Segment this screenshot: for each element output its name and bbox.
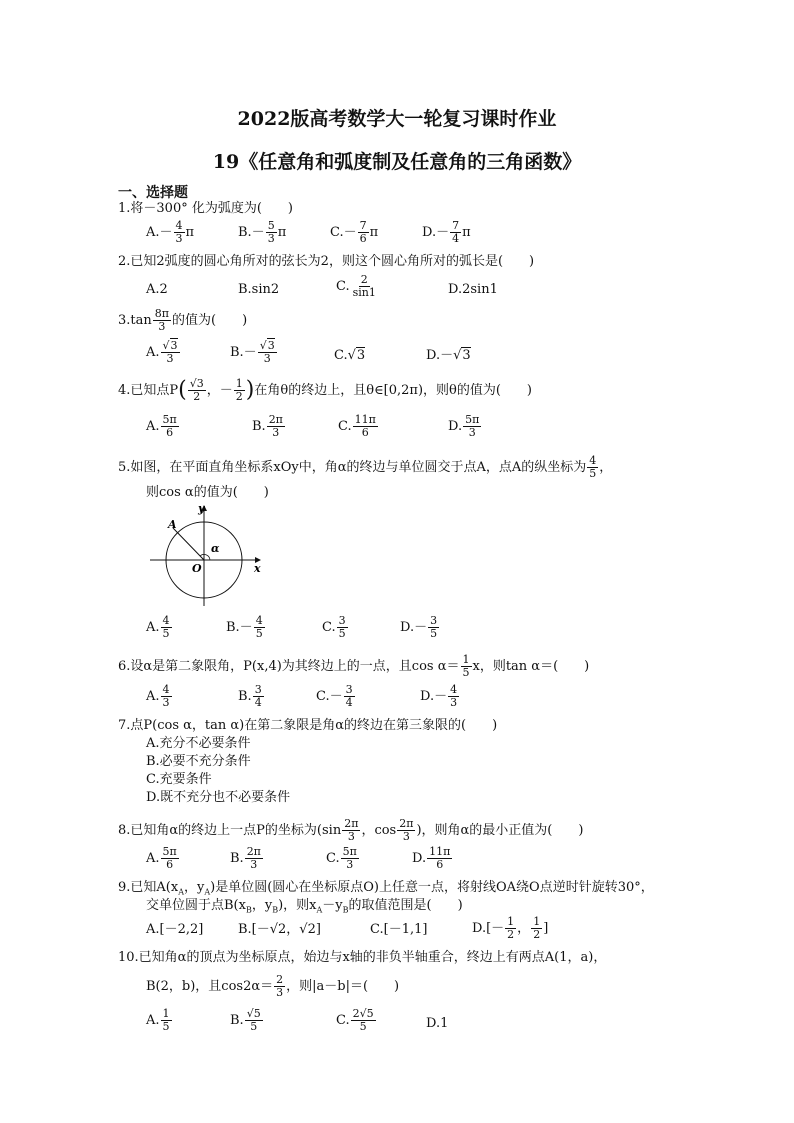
q1-option-d[interactable]: D.－ $\frac{7}{4}$ π	[422, 219, 471, 245]
q10-option-c[interactable]: C. $\frac{2√5}{5}$	[336, 1007, 374, 1033]
q6-option-c[interactable]: C.－ $\frac{3}{4}$	[316, 683, 353, 709]
question-3: 3.tan $\frac{8\pi}{3}$ 的值为( )	[118, 307, 248, 333]
q3-option-b[interactable]: B.－ $\frac{√3}{3}$	[230, 339, 275, 365]
q9-option-a[interactable]: A.[－2,2]	[146, 922, 204, 937]
q10-option-d[interactable]: D.1	[426, 1016, 449, 1031]
q1-option-b[interactable]: B.－ $\frac{5}{3}$ π	[238, 219, 287, 245]
q8-option-b[interactable]: B. $\frac{2\pi}{3}$	[230, 845, 261, 871]
origin-label: O	[192, 562, 202, 575]
q8-option-d[interactable]: D. $\frac{11\pi}{6}$	[412, 845, 451, 871]
unit-circle-figure	[148, 500, 268, 610]
q10-option-a[interactable]: A. $\frac{1}{5}$	[146, 1007, 170, 1033]
question-6: 6.设α是第二象限角，P(x,4)为其终边上的一点，且cos α＝ $\frac{1}{5}$ x，则tan α＝( )	[118, 653, 590, 679]
page-title: 2022版高考数学大一轮复习课时作业	[237, 108, 557, 130]
page-subtitle: 19《任意角和弧度制及任意角的三角函数》	[212, 151, 582, 173]
question-7: 7.点P(cos α，tan α)在第二象限是角α的终边在第三象限的( )	[118, 718, 498, 733]
q5-option-b[interactable]: B.－ $\frac{4}{5}$	[226, 614, 263, 640]
q1-option-c[interactable]: C.－ $\frac{7}{6}$ π	[330, 219, 379, 245]
point-a-label: A	[168, 518, 177, 531]
question-5-line2: 则cos α的值为( )	[146, 485, 269, 500]
q3-option-c[interactable]: C.√3	[334, 348, 366, 363]
q6-option-d[interactable]: D.－ $\frac{4}{3}$	[420, 683, 458, 709]
q3-option-d[interactable]: D.－√3	[426, 348, 471, 363]
q7-option-b[interactable]: B.必要不充分条件	[146, 754, 251, 769]
q7-option-c[interactable]: C.充要条件	[146, 772, 212, 787]
q2-option-a[interactable]: A.2	[146, 282, 168, 297]
q6-option-a[interactable]: A. $\frac{4}{3}$	[146, 683, 170, 709]
y-axis-label: y	[198, 502, 205, 515]
question-5: 5.如图，在平面直角坐标系xOy中，角α的终边与单位圆交于点A，点A的纵坐标为 $\frac{4}{5}$ ，	[118, 454, 613, 480]
q5-option-a[interactable]: A. $\frac{4}{5}$	[146, 614, 170, 640]
question-10-line2: B(2，b)，且cos2α＝ $\frac{2}{3}$ ，则|a－b|＝( )	[146, 973, 400, 999]
q5-option-c[interactable]: C. $\frac{3}{5}$	[322, 614, 346, 640]
terminal-side	[173, 528, 204, 560]
alpha-label: α	[211, 542, 220, 555]
q8-option-c[interactable]: C. $\frac{5\pi}{3}$	[326, 845, 357, 871]
q2-option-b[interactable]: B.sin2	[238, 282, 280, 297]
q4-option-b[interactable]: B. $\frac{2\pi}{3}$	[252, 413, 283, 439]
q8-option-a[interactable]: A. $\frac{5\pi}{6}$	[146, 845, 177, 871]
section-heading: 一、选择题	[118, 185, 188, 201]
q2-option-c[interactable]: C. $\frac{2}{\sin 1}$	[336, 273, 376, 299]
q6-option-b[interactable]: B. $\frac{3}{4}$	[238, 683, 262, 709]
q1-option-a[interactable]: A.－ $\frac{4}{3}$ π	[146, 219, 195, 245]
q7-option-d[interactable]: D.既不充分也不必要条件	[146, 790, 291, 805]
q5-option-d[interactable]: D.－ $\frac{3}{5}$	[400, 614, 438, 640]
question-8: 8.已知角α的终边上一点P的坐标为(sin $\frac{2\pi}{3}$ ，cos $\frac{2\pi}{3}$ )，则角α的最小正值为( )	[118, 817, 584, 843]
question-1: 1.将－300° 化为弧度为( )	[118, 201, 293, 216]
q7-option-a[interactable]: A.充分不必要条件	[146, 736, 251, 751]
question-10: 10.已知角α的顶点为坐标原点，始边与x轴的非负半轴重合，终边上有两点A(1，a)，	[118, 950, 607, 965]
q4-option-d[interactable]: D. $\frac{5\pi}{3}$	[448, 413, 480, 439]
question-9-line2: 交单位圆于点$B(x_B$，$y_B$)，则$x_A-y_B$的取值范围是( )	[146, 898, 463, 915]
q9-option-d[interactable]: D.[－ $\frac{1}{2}$ ， $\frac{1}{2}$ ]	[472, 915, 549, 941]
question-9: 9.已知$A(x_A$，$y_A$)是单位圆(圆心在坐标原点O)上任意一点，将射线OA绕O点逆时针旋转30°，	[118, 880, 654, 897]
q10-option-b[interactable]: B. $\frac{√5}{5}$	[230, 1007, 261, 1033]
q4-option-a[interactable]: A. $\frac{5\pi}{6}$	[146, 413, 177, 439]
q9-option-b[interactable]: B.[－√2，√2]	[238, 922, 321, 937]
question-4: 4.已知点P( $\frac{√3}{2}$ ，－ $\frac{1}{2}$ )在角θ的终边上，且θ∈[0,2π)，则θ的值为( )	[118, 377, 532, 403]
x-axis-label: x	[254, 562, 261, 575]
q9-option-c[interactable]: C.[－1,1]	[370, 922, 428, 937]
question-2: 2.已知2弧度的圆心角所对的弦长为2，则这个圆心角所对的弧长是( )	[118, 254, 535, 269]
q2-option-d[interactable]: D.2sin1	[448, 282, 498, 297]
q4-option-c[interactable]: C. $\frac{11\pi}{6}$	[338, 413, 376, 439]
q3-option-a[interactable]: A. $\frac{√3}{3}$	[146, 339, 178, 365]
